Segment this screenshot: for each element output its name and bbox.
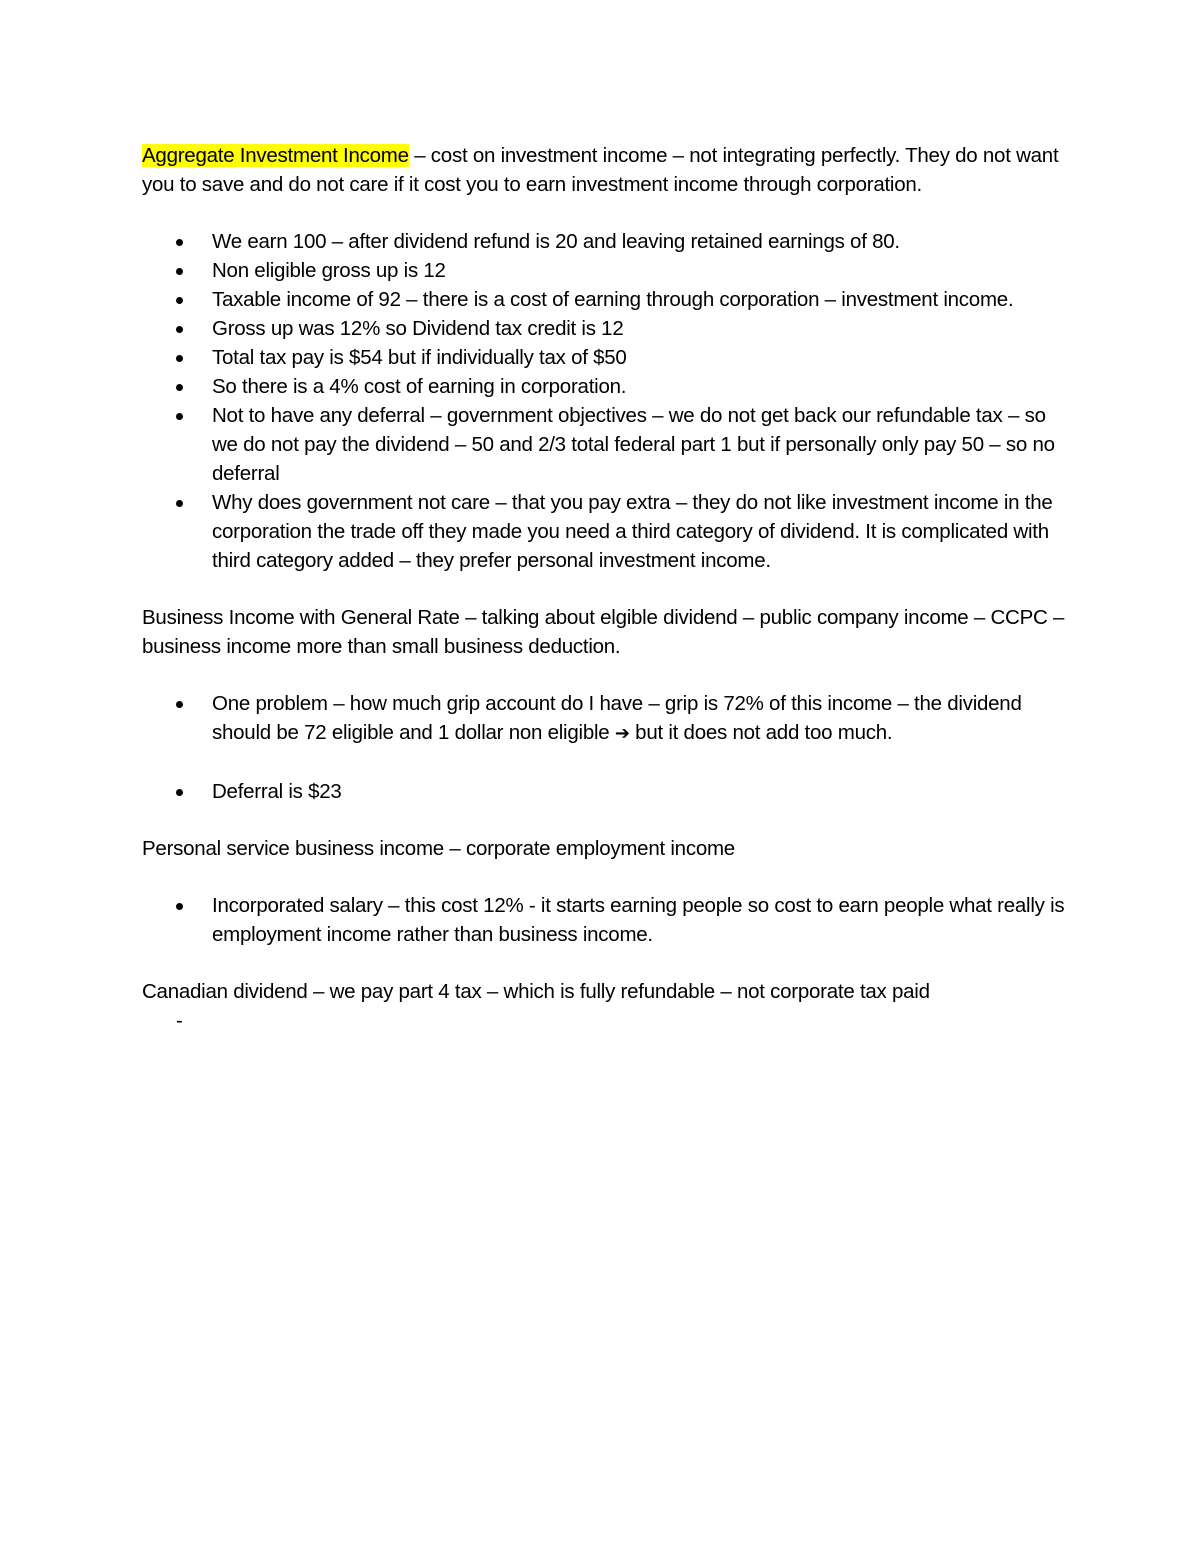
list-item: Gross up was 12% so Dividend tax credit is 12 <box>142 314 1072 343</box>
list-item: So there is a 4% cost of earning in corporation. <box>142 372 1072 401</box>
list-item: Taxable income of 92 – there is a cost of earning through corporation – investment income. <box>142 285 1072 314</box>
dash-list-item <box>142 1006 1072 1035</box>
right-arrow-icon: ➔ <box>614 723 630 744</box>
document-body <box>142 141 1072 1035</box>
personal-service-business-paragraph: Personal service business income – corporate employment income <box>142 837 735 860</box>
paragraph-text: – cost on investment income – not integrating perfectly. They do not want you to save and do not care if it cost you to earn investment income through corporation. <box>142 144 1059 196</box>
business-income-list <box>142 689 1072 806</box>
dash-marker: - <box>176 1009 183 1032</box>
canadian-dividend-paragraph: Canadian dividend – we pay part 4 tax – which is fully refundable – not corporate tax paid <box>142 980 930 1003</box>
list-item: Total tax pay is $54 but if individually tax of $50 <box>142 343 1072 372</box>
list-item <box>142 689 1072 748</box>
list-item: Why does government not care – that you pay extra – they do not like investment income in the corporation the trade off they made you need a third category of dividend. It is complicated with third category added – they prefer personal investment income. <box>142 488 1072 575</box>
personal-service-business-list <box>142 891 1072 949</box>
business-income-general-rate-paragraph: Business Income with General Rate – talking about elgible dividend – public company income – CCPC – business income more than small business deduction. <box>142 606 1065 658</box>
highlighted-heading: Aggregate Investment Income <box>142 144 409 167</box>
list-item: We earn 100 – after dividend refund is 20 and leaving retained earnings of 80. <box>142 227 1072 256</box>
list-item: Incorporated salary – this cost 12% - it starts earning people so cost to earn people what really is employment income rather than business income. <box>142 891 1072 949</box>
list-item: Deferral is $23 <box>142 777 1072 806</box>
list-item: Not to have any deferral – government objectives – we do not get back our refundable tax – so we do not pay the dividend – 50 and 2/3 total federal part 1 but if personally only pay 50 – so no deferral <box>142 401 1072 488</box>
list-item: Non eligible gross up is 12 <box>142 256 1072 285</box>
list-item-text: One problem – how much grip account do I have – grip is 72% of this income – the dividend should be 72 eligible and 1 dollar non eligible <box>212 692 1022 744</box>
aggregate-investment-income-paragraph <box>142 141 1072 199</box>
aggregate-investment-income-list <box>142 227 1072 575</box>
list-item-text: but it does not add too much. <box>629 721 893 744</box>
